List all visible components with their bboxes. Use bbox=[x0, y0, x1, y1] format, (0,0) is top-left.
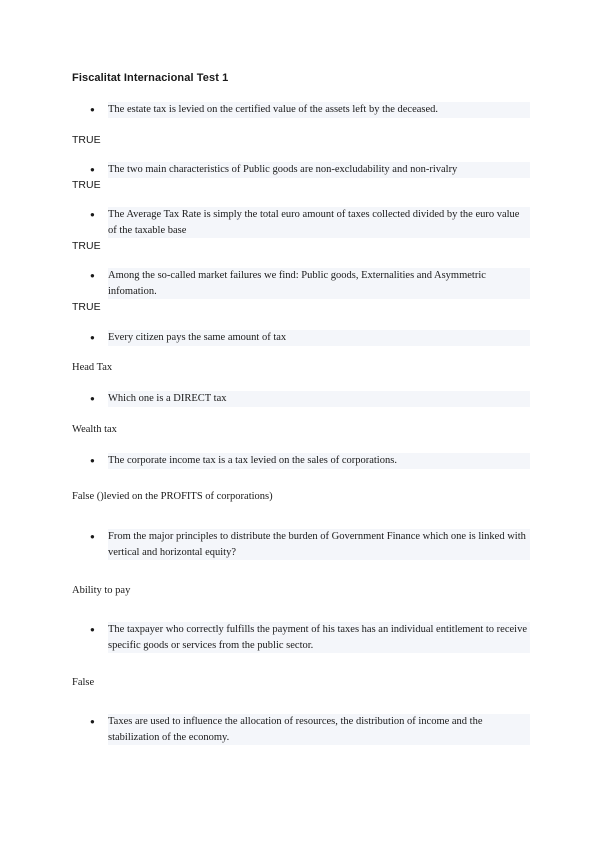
answer-text: Ability to pay bbox=[72, 585, 131, 596]
question-text: From the major principles to distribute the burden of Government Finance which one is linked with vertical and horizontal equity? bbox=[108, 529, 530, 560]
document-title: Fiscalitat Internacional Test 1 bbox=[72, 72, 229, 84]
answer-text: TRUE bbox=[72, 240, 101, 252]
question-item bbox=[90, 162, 530, 178]
question-item bbox=[90, 391, 530, 407]
bullet-icon: ● bbox=[90, 456, 95, 465]
question-text: The corporate income tax is a tax levied on the sales of corporations. bbox=[108, 453, 530, 469]
question-item bbox=[90, 453, 530, 469]
bullet-icon: ● bbox=[90, 333, 95, 342]
question-item bbox=[90, 529, 530, 560]
question-text: Every citizen pays the same amount of tax bbox=[108, 330, 530, 346]
question-text: The two main characteristics of Public goods are non-excludability and non-rivalry bbox=[108, 162, 530, 178]
bullet-icon: ● bbox=[90, 394, 95, 403]
answer-text: TRUE bbox=[72, 134, 101, 146]
question-text: Taxes are used to influence the allocation of resources, the distribution of income and the stabilization of the economy. bbox=[108, 714, 530, 745]
bullet-icon: ● bbox=[90, 271, 95, 280]
question-item bbox=[90, 268, 530, 299]
question-text: The estate tax is levied on the certified value of the assets left by the deceased. bbox=[108, 102, 530, 118]
question-text: Among the so-called market failures we find: Public goods, Externalities and Asymmetric infomation. bbox=[108, 268, 530, 299]
answer-text: TRUE bbox=[72, 179, 101, 191]
bullet-icon: ● bbox=[90, 105, 95, 114]
bullet-icon: ● bbox=[90, 210, 95, 219]
question-item bbox=[90, 102, 530, 118]
answer-text: Wealth tax bbox=[72, 424, 117, 435]
bullet-icon: ● bbox=[90, 165, 95, 174]
answer-text: False ()levied on the PROFITS of corporations) bbox=[72, 491, 273, 502]
answer-text: False bbox=[72, 677, 95, 688]
question-text: The taxpayer who correctly fulfills the payment of his taxes has an individual entitlement to receive specific goods or services from the public sector. bbox=[108, 622, 530, 653]
answer-text: TRUE bbox=[72, 301, 101, 313]
answer-text: Head Tax bbox=[72, 362, 113, 373]
bullet-icon: ● bbox=[90, 625, 95, 634]
question-item bbox=[90, 330, 530, 346]
question-item bbox=[90, 622, 530, 653]
question-text: The Average Tax Rate is simply the total euro amount of taxes collected divided by the euro value of the taxable base bbox=[108, 207, 530, 238]
bullet-icon: ● bbox=[90, 717, 95, 726]
question-item bbox=[90, 714, 530, 745]
bullet-icon: ● bbox=[90, 532, 95, 541]
question-item bbox=[90, 207, 530, 238]
question-text: Which one is a DIRECT tax bbox=[108, 391, 530, 407]
